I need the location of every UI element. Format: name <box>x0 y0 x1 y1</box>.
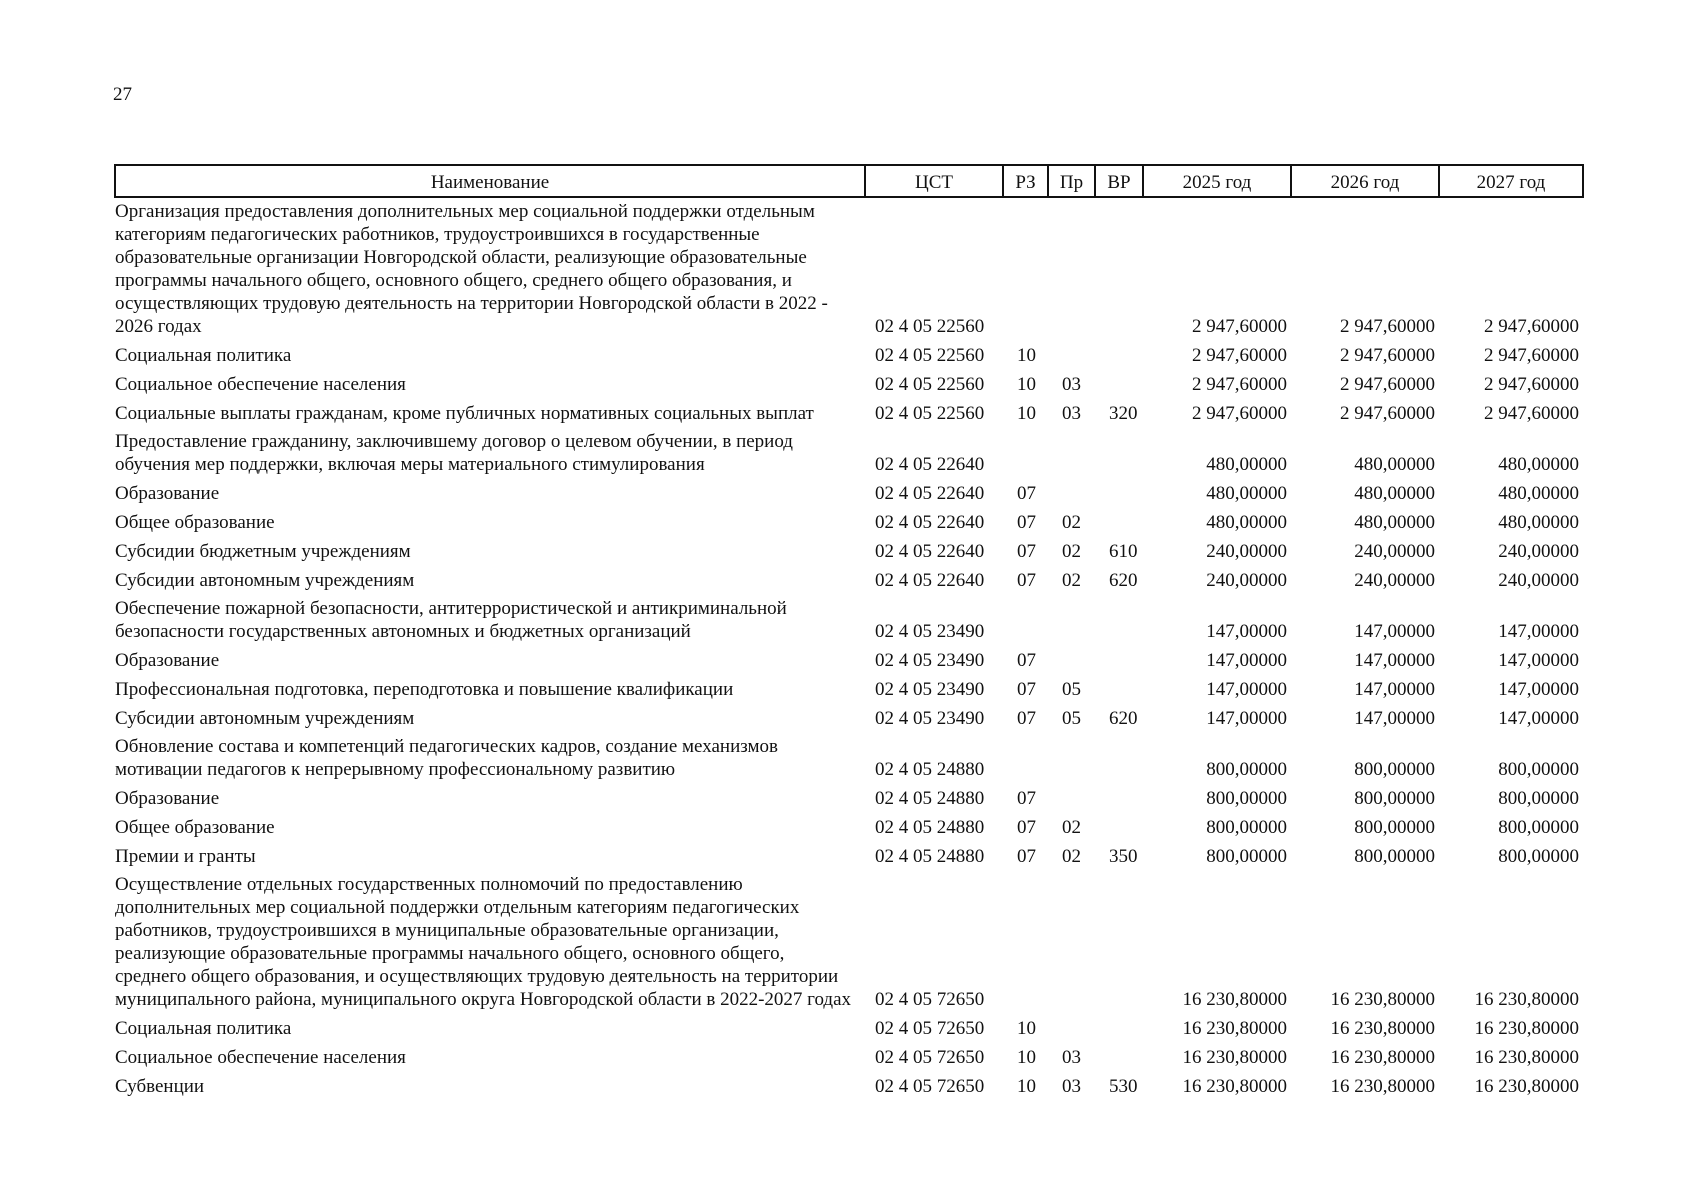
table-row <box>115 508 1583 537</box>
table-row <box>115 813 1583 842</box>
row-vr-cell <box>1095 1014 1143 1043</box>
row-cst-cell: 02 4 05 22640 <box>875 541 985 562</box>
row-pr-cell: 03 <box>1062 403 1081 424</box>
row-pr-cell: 02 <box>1062 846 1081 867</box>
row-2027-cell: 480,00000 <box>1498 483 1579 504</box>
row-pr-cell <box>1048 871 1095 1014</box>
row-cst-cell: 02 4 05 23490 <box>875 679 985 700</box>
table-row <box>115 646 1583 675</box>
table-row <box>115 704 1583 733</box>
row-2027-cell: 16 230,80000 <box>1474 1076 1579 1097</box>
row-cst-cell: 02 4 05 22560 <box>875 403 985 424</box>
header-vr: ВР <box>1095 165 1143 197</box>
row-name-cell: Профессиональная подготовка, переподготовка и повышение квалификации <box>115 679 734 700</box>
row-vr-cell: 530 <box>1109 1076 1138 1097</box>
row-pr-cell: 03 <box>1062 1047 1081 1068</box>
row-2027-cell: 2 947,60000 <box>1484 403 1579 424</box>
row-pr-cell <box>1048 646 1095 675</box>
row-2027-cell: 16 230,80000 <box>1474 989 1579 1010</box>
row-name-cell: Субвенции <box>115 1076 205 1097</box>
row-2026-cell: 2 947,60000 <box>1340 345 1435 366</box>
row-2026-cell: 2 947,60000 <box>1340 316 1435 337</box>
header-name: Наименование <box>115 165 865 197</box>
row-rz-cell: 10 <box>1017 403 1036 424</box>
table-row <box>115 842 1583 871</box>
row-name-cell: Премии и гранты <box>115 846 256 867</box>
row-cst-cell: 02 4 05 22640 <box>875 570 985 591</box>
row-name-cell: Обеспечение пожарной безопасности, антитеррористической и антикриминальной безопасности государственных автономных и бюджетных организаций <box>115 598 787 642</box>
row-2025-cell: 2 947,60000 <box>1192 345 1287 366</box>
row-name-cell: Образование <box>115 788 220 809</box>
row-2025-cell: 147,00000 <box>1206 621 1287 642</box>
row-2027-cell: 2 947,60000 <box>1484 374 1579 395</box>
table-row <box>115 479 1583 508</box>
row-2025-cell: 16 230,80000 <box>1182 1018 1287 1039</box>
table-row <box>115 784 1583 813</box>
row-pr-cell: 02 <box>1062 817 1081 838</box>
row-cst-cell: 02 4 05 23490 <box>875 650 985 671</box>
row-vr-cell <box>1095 428 1143 479</box>
row-name-cell: Социальное обеспечение населения <box>115 1047 406 1068</box>
row-2026-cell: 800,00000 <box>1354 788 1435 809</box>
table-row <box>115 566 1583 595</box>
header-2025: 2025 год <box>1143 165 1291 197</box>
row-2025-cell: 800,00000 <box>1206 759 1287 780</box>
row-pr-cell: 05 <box>1062 679 1081 700</box>
row-2025-cell: 147,00000 <box>1206 708 1287 729</box>
row-rz-cell: 07 <box>1017 483 1036 504</box>
row-name-cell: Социальная политика <box>115 345 292 366</box>
row-2027-cell: 800,00000 <box>1498 846 1579 867</box>
row-2026-cell: 2 947,60000 <box>1340 374 1435 395</box>
row-pr-cell <box>1048 341 1095 370</box>
row-2027-cell: 16 230,80000 <box>1474 1047 1579 1068</box>
row-cst-cell: 02 4 05 24880 <box>875 788 985 809</box>
row-2027-cell: 240,00000 <box>1498 570 1579 591</box>
row-2026-cell: 480,00000 <box>1354 454 1435 475</box>
row-vr-cell <box>1095 197 1143 341</box>
row-name-cell: Социальные выплаты гражданам, кроме публичных нормативных социальных выплат <box>115 403 814 424</box>
row-pr-cell: 02 <box>1062 512 1081 533</box>
row-pr-cell: 05 <box>1062 708 1081 729</box>
row-rz-cell: 07 <box>1017 788 1036 809</box>
row-2027-cell: 800,00000 <box>1498 759 1579 780</box>
row-vr-cell <box>1095 370 1143 399</box>
row-vr-cell <box>1095 479 1143 508</box>
row-name-cell: Социальное обеспечение населения <box>115 374 406 395</box>
row-2026-cell: 147,00000 <box>1354 621 1435 642</box>
row-cst-cell: 02 4 05 24880 <box>875 759 985 780</box>
row-name-cell: Предоставление гражданину, заключившему договор о целевом обучении, в период обучения мер поддержки, включая меры материального стимулирования <box>115 431 793 475</box>
row-2026-cell: 240,00000 <box>1354 541 1435 562</box>
table-row <box>115 197 1583 341</box>
row-cst-cell: 02 4 05 24880 <box>875 817 985 838</box>
row-2026-cell: 147,00000 <box>1354 708 1435 729</box>
row-2026-cell: 480,00000 <box>1354 483 1435 504</box>
row-rz-cell: 10 <box>1017 1047 1036 1068</box>
row-rz-cell: 07 <box>1017 541 1036 562</box>
row-2027-cell: 147,00000 <box>1498 621 1579 642</box>
table-row <box>115 733 1583 784</box>
table-row <box>115 871 1583 1014</box>
row-vr-cell: 620 <box>1109 570 1138 591</box>
row-2025-cell: 240,00000 <box>1206 570 1287 591</box>
row-cst-cell: 02 4 05 72650 <box>875 1018 985 1039</box>
row-rz-cell <box>1003 733 1048 784</box>
row-pr-cell <box>1048 595 1095 646</box>
row-2025-cell: 147,00000 <box>1206 679 1287 700</box>
row-2025-cell: 16 230,80000 <box>1182 1047 1287 1068</box>
row-rz-cell: 07 <box>1017 817 1036 838</box>
row-cst-cell: 02 4 05 23490 <box>875 708 985 729</box>
row-name-cell: Субсидии автономным учреждениям <box>115 570 415 591</box>
row-name-cell: Образование <box>115 650 220 671</box>
row-vr-cell <box>1095 646 1143 675</box>
row-rz-cell: 10 <box>1017 374 1036 395</box>
row-name-cell: Общее образование <box>115 817 275 838</box>
row-2027-cell: 800,00000 <box>1498 817 1579 838</box>
header-2026: 2026 год <box>1291 165 1439 197</box>
row-2026-cell: 16 230,80000 <box>1330 1076 1435 1097</box>
row-cst-cell: 02 4 05 72650 <box>875 989 985 1010</box>
table-header-row <box>115 165 1583 197</box>
row-pr-cell <box>1048 479 1095 508</box>
row-2025-cell: 800,00000 <box>1206 817 1287 838</box>
table-row <box>115 537 1583 566</box>
row-2027-cell: 2 947,60000 <box>1484 316 1579 337</box>
row-2027-cell: 147,00000 <box>1498 650 1579 671</box>
row-vr-cell: 350 <box>1109 846 1138 867</box>
row-pr-cell: 02 <box>1062 541 1081 562</box>
row-rz-cell: 10 <box>1017 345 1036 366</box>
row-cst-cell: 02 4 05 22640 <box>875 512 985 533</box>
row-rz-cell: 07 <box>1017 650 1036 671</box>
row-name-cell: Социальная политика <box>115 1018 292 1039</box>
row-name-cell: Общее образование <box>115 512 275 533</box>
row-vr-cell <box>1095 813 1143 842</box>
table-row <box>115 1043 1583 1072</box>
row-cst-cell: 02 4 05 22640 <box>875 483 985 504</box>
row-name-cell: Обновление состава и компетенций педагогических кадров, создание механизмов мотивации педагогов к непрерывному профессиональному развитию <box>115 736 778 780</box>
row-cst-cell: 02 4 05 24880 <box>875 846 985 867</box>
row-pr-cell: 03 <box>1062 1076 1081 1097</box>
row-2027-cell: 480,00000 <box>1498 512 1579 533</box>
row-2027-cell: 16 230,80000 <box>1474 1018 1579 1039</box>
row-pr-cell: 03 <box>1062 374 1081 395</box>
table-row <box>115 341 1583 370</box>
row-cst-cell: 02 4 05 72650 <box>875 1047 985 1068</box>
table-row <box>115 595 1583 646</box>
table-row <box>115 399 1583 428</box>
row-rz-cell <box>1003 871 1048 1014</box>
row-vr-cell: 320 <box>1109 403 1138 424</box>
row-2026-cell: 16 230,80000 <box>1330 1018 1435 1039</box>
table-body <box>115 197 1583 1101</box>
row-2026-cell: 16 230,80000 <box>1330 1047 1435 1068</box>
row-rz-cell: 10 <box>1017 1018 1036 1039</box>
row-name-cell: Субсидии автономным учреждениям <box>115 708 415 729</box>
table-row <box>115 1072 1583 1101</box>
row-vr-cell <box>1095 1043 1143 1072</box>
table-row <box>115 675 1583 704</box>
row-vr-cell <box>1095 341 1143 370</box>
row-rz-cell <box>1003 595 1048 646</box>
row-2026-cell: 480,00000 <box>1354 512 1435 533</box>
row-cst-cell: 02 4 05 22560 <box>875 345 985 366</box>
budget-table <box>114 164 1584 1101</box>
row-pr-cell <box>1048 428 1095 479</box>
row-2027-cell: 147,00000 <box>1498 708 1579 729</box>
row-cst-cell: 02 4 05 22640 <box>875 454 985 475</box>
row-2027-cell: 800,00000 <box>1498 788 1579 809</box>
row-rz-cell: 07 <box>1017 846 1036 867</box>
row-pr-cell <box>1048 733 1095 784</box>
row-2025-cell: 16 230,80000 <box>1182 989 1287 1010</box>
row-pr-cell: 02 <box>1062 570 1081 591</box>
row-name-cell: Организация предоставления дополнительных мер социальной поддержки отдельным категориям педагогических работников, трудоустроившихся в государственные образовательные организации Новгородской области, реализующие образовательные программы начального общего, основного общего, среднего общего образования, и осуществляющих трудовую деятельность на территории Новгородской области в 2022 - 2026 годах <box>115 201 828 337</box>
row-2025-cell: 2 947,60000 <box>1192 403 1287 424</box>
page-number: 27 <box>113 84 132 105</box>
header-cst: ЦСТ <box>865 165 1003 197</box>
row-2025-cell: 800,00000 <box>1206 788 1287 809</box>
table-row <box>115 428 1583 479</box>
row-2026-cell: 147,00000 <box>1354 650 1435 671</box>
row-cst-cell: 02 4 05 22560 <box>875 374 985 395</box>
row-2025-cell: 2 947,60000 <box>1192 316 1287 337</box>
row-name-cell: Образование <box>115 483 220 504</box>
row-vr-cell <box>1095 675 1143 704</box>
row-2025-cell: 480,00000 <box>1206 454 1287 475</box>
row-2026-cell: 147,00000 <box>1354 679 1435 700</box>
row-2026-cell: 16 230,80000 <box>1330 989 1435 1010</box>
row-cst-cell: 02 4 05 22560 <box>875 316 985 337</box>
row-rz-cell <box>1003 428 1048 479</box>
header-rz: РЗ <box>1003 165 1048 197</box>
row-rz-cell: 07 <box>1017 570 1036 591</box>
row-2025-cell: 240,00000 <box>1206 541 1287 562</box>
row-2025-cell: 480,00000 <box>1206 483 1287 504</box>
row-vr-cell: 610 <box>1109 541 1138 562</box>
row-2025-cell: 2 947,60000 <box>1192 374 1287 395</box>
row-2026-cell: 2 947,60000 <box>1340 403 1435 424</box>
row-2027-cell: 240,00000 <box>1498 541 1579 562</box>
row-2026-cell: 800,00000 <box>1354 846 1435 867</box>
row-2026-cell: 800,00000 <box>1354 759 1435 780</box>
row-cst-cell: 02 4 05 72650 <box>875 1076 985 1097</box>
row-2026-cell: 800,00000 <box>1354 817 1435 838</box>
row-2027-cell: 2 947,60000 <box>1484 345 1579 366</box>
row-name-cell: Субсидии бюджетным учреждениям <box>115 541 411 562</box>
row-rz-cell: 07 <box>1017 512 1036 533</box>
table-row <box>115 1014 1583 1043</box>
row-pr-cell <box>1048 784 1095 813</box>
row-rz-cell <box>1003 197 1048 341</box>
row-vr-cell <box>1095 508 1143 537</box>
row-2025-cell: 147,00000 <box>1206 650 1287 671</box>
row-rz-cell: 07 <box>1017 679 1036 700</box>
row-2027-cell: 480,00000 <box>1498 454 1579 475</box>
row-vr-cell <box>1095 595 1143 646</box>
table-row <box>115 370 1583 399</box>
row-2025-cell: 800,00000 <box>1206 846 1287 867</box>
row-pr-cell <box>1048 197 1095 341</box>
row-vr-cell <box>1095 733 1143 784</box>
row-2025-cell: 16 230,80000 <box>1182 1076 1287 1097</box>
row-vr-cell <box>1095 784 1143 813</box>
row-2026-cell: 240,00000 <box>1354 570 1435 591</box>
header-pr: Пр <box>1048 165 1095 197</box>
row-pr-cell <box>1048 1014 1095 1043</box>
row-2025-cell: 480,00000 <box>1206 512 1287 533</box>
row-name-cell: Осуществление отдельных государственных полномочий по предоставлению дополнительных мер социальной поддержки отдельным категориям педагогических работников, трудоустроившихся в муниципальные образовательные организации, реализующие образовательные программы начального общего, основного общего, среднего общего образования, и осуществляющих трудовую деятельность на территории муниципального района, муниципального округа Новгородской области в 2022-2027 годах <box>115 874 852 1010</box>
row-vr-cell <box>1095 871 1143 1014</box>
row-vr-cell: 620 <box>1109 708 1138 729</box>
row-rz-cell: 07 <box>1017 708 1036 729</box>
row-rz-cell: 10 <box>1017 1076 1036 1097</box>
row-2027-cell: 147,00000 <box>1498 679 1579 700</box>
header-2027: 2027 год <box>1439 165 1583 197</box>
row-cst-cell: 02 4 05 23490 <box>875 621 985 642</box>
